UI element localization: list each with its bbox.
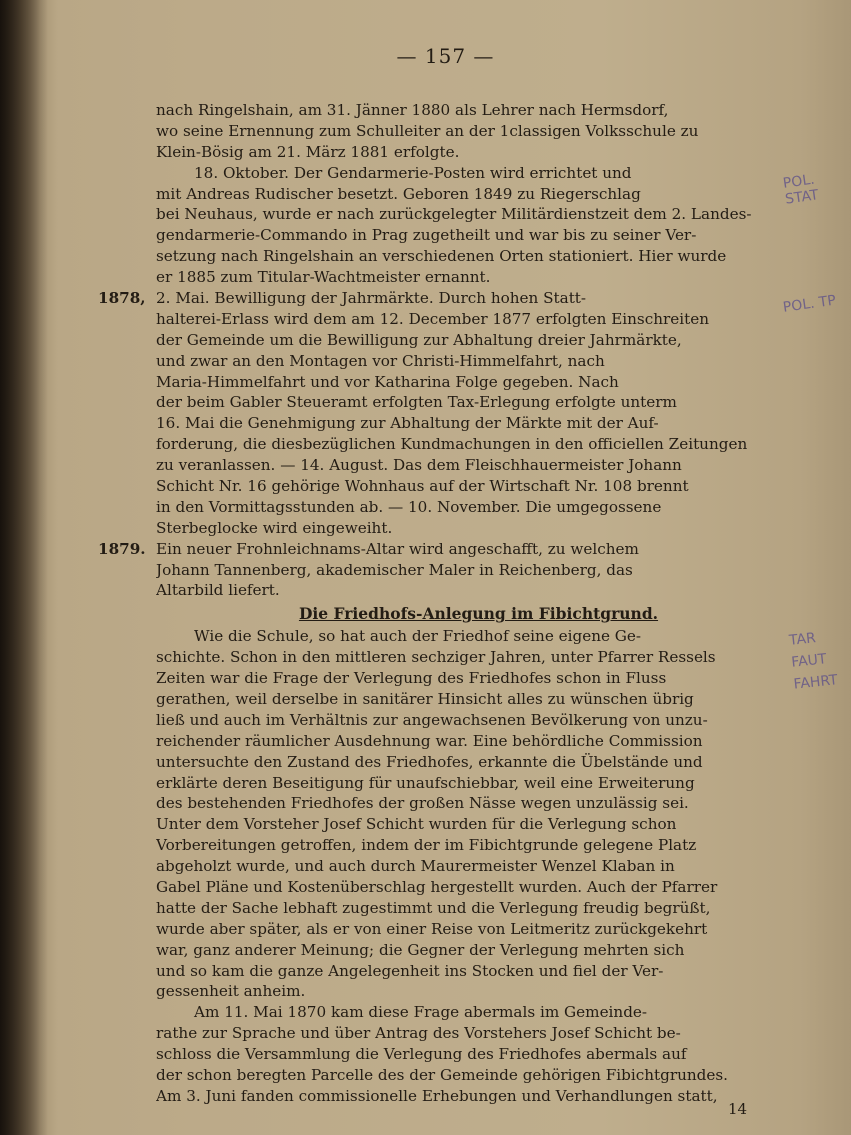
text-line: und so kam die ganze Angelegenheit ins Stocken und fiel der Ver- <box>156 961 664 980</box>
text-line: 2. Mai. Bewilligung der Jahrmärkte. Durch hohen Statt- <box>156 289 587 308</box>
text-line: zu veranlassen. — 14. August. Das dem Fleischhauermeister Johann <box>156 456 682 475</box>
margin-handwriting: POL. STAT <box>782 171 820 208</box>
signature-mark: 14 <box>728 1100 748 1118</box>
text-line: Vorbereitungen getroffen, indem der im Fibichtgrunde gelegene Platz <box>156 836 697 855</box>
text-line: Schicht Nr. 16 gehörige Wohnhaus auf der Wirtschaft Nr. 108 brennt <box>156 477 689 496</box>
text-line: nach Ringelshain, am 31. Jänner 1880 als Lehrer nach Hermsdorf, <box>156 101 669 119</box>
text-line: Am 3. Juni fanden commissionelle Erhebungen und Verhandlungen statt, <box>156 1086 718 1105</box>
text-line: des bestehenden Friedhofes der großen Nässe wegen unzulässig sei. <box>156 794 689 813</box>
text-line: Johann Tannenberg, akademischer Maler in Reichenberg, das <box>156 560 633 579</box>
text-line: Gabel Pläne und Kostenüberschlag hergestellt wurden. Auch der Pfarrer <box>156 877 718 896</box>
margin-handwriting: TAR FAUT FAHRT <box>788 630 839 693</box>
page-body-text <box>98 100 801 1107</box>
text-line: Klein-Bösig am 21. März 1881 erfolgte. <box>156 142 460 161</box>
text-line: erklärte deren Beseitigung für unaufschiebbar, weil eine Erweiterung <box>156 773 695 792</box>
text-line: Ein neuer Frohnleichnams-Altar wird angeschafft, zu welchem <box>156 539 639 558</box>
text-line: setzung nach Ringelshain an verschiedenen Orten stationiert. Hier wurde <box>156 247 727 266</box>
text-line: bei Neuhaus, wurde er nach zurückgelegter Militärdienstzeit dem 2. Landes- <box>156 205 752 224</box>
text-line: der beim Gabler Steueramt erfolgten Tax-Erlegung erfolgte unterm <box>156 393 677 412</box>
paragraph-1870-decision <box>156 1002 801 1106</box>
text-line: Sterbeglocke wird eingeweiht. <box>156 518 393 537</box>
text-line: gessenheit anheim. <box>156 982 306 1001</box>
text-line: rathe zur Sprache und über Antrag des Vorstehers Josef Schicht be- <box>156 1024 681 1043</box>
text-line: hatte der Sache lebhaft zugestimmt und die Verlegung freudig begrüßt, <box>156 898 711 917</box>
text-line: schichte. Schon in den mittleren sechziger Jahren, unter Pfarrer Ressels <box>156 648 716 667</box>
text-line: Zeiten war die Frage der Verlegung des Friedhofes schon in Fluss <box>156 669 667 688</box>
text-line: schloss die Versammlung die Verlegung des Friedhofes abermals auf <box>156 1045 687 1064</box>
text-line: Am 11. Mai 1870 kam diese Frage abermals im Gemeinde- <box>194 1003 648 1022</box>
paragraph-cemetery-history <box>156 626 801 1002</box>
text-line: untersuchte den Zustand des Friedhofes, erkannte die Übelstände und <box>156 752 703 771</box>
text-line: wo seine Ernennung zum Schulleiter an der 1classigen Volksschule zu <box>156 121 699 140</box>
section-heading: Die Friedhofs-Anlegung im Fibichtgrund. <box>298 604 659 624</box>
text-line: gendarmerie-Commando in Prag zugetheilt und war bis zu seiner Ver- <box>156 226 697 245</box>
paragraph-1879 <box>98 539 801 602</box>
paragraph-1878 <box>98 288 801 539</box>
text-line: reichender räumlicher Ausdehnung war. Eine behördliche Commission <box>156 731 703 750</box>
text-line: Altarbild liefert. <box>156 581 280 600</box>
text-line: 18. Oktober. Der Gendarmerie-Posten wird errichtet und <box>194 163 632 182</box>
text-line: der Gemeinde um die Bewilligung zur Abhaltung dreier Jahrmärkte, <box>156 330 682 349</box>
text-line: Wie die Schule, so hat auch der Friedhof seine eigene Ge- <box>194 627 642 646</box>
text-line: und zwar an den Montagen vor Christi-Himmelfahrt, nach <box>156 351 605 370</box>
text-line: war, ganz anderer Meinung; die Gegner der Verlegung mehrten sich <box>156 940 685 959</box>
text-line: abgeholzt wurde, und auch durch Maurermeister Wenzel Klaban in <box>156 857 675 876</box>
margin-handwriting: POL. TP <box>782 292 837 316</box>
text-line: mit Andreas Rudischer besetzt. Geboren 1849 zu Riegerschlag <box>156 184 641 203</box>
text-line: er 1885 zum Titular-Wachtmeister ernannt. <box>156 268 491 287</box>
text-line: 16. Mai die Genehmigung zur Abhaltung der Märkte mit der Auf- <box>156 414 659 433</box>
text-line: ließ und auch im Verhältnis zur angewachsenen Bevölkerung von unzu- <box>156 710 708 729</box>
paragraph-teacher-career <box>156 100 801 163</box>
text-line: in den Vormittagsstunden ab. — 10. November. Die umgegossene <box>156 497 662 516</box>
year-label-1879: 1879. <box>98 539 146 558</box>
text-line: Unter dem Vorsteher Josef Schicht wurden für die Verlegung schon <box>156 815 677 834</box>
page-number: — 157 — <box>396 44 495 68</box>
text-line: wurde aber später, als er von einer Reise von Leitmeritz zurückgekehrt <box>156 919 708 938</box>
printed-page <box>40 0 851 1135</box>
text-line: der schon beregten Parcelle des der Gemeinde gehörigen Fibichtgrundes. <box>156 1065 729 1084</box>
paragraph-gendarmerie <box>156 163 801 288</box>
text-line: Maria-Himmelfahrt und vor Katharina Folge gegeben. Nach <box>156 372 619 391</box>
text-line: halterei-Erlass wird dem am 12. December 1877 erfolgten Einschreiten <box>156 309 709 328</box>
text-line: gerathen, weil derselbe in sanitärer Hinsicht alles zu wünschen übrig <box>156 689 694 708</box>
text-line: forderung, die diesbezüglichen Kundmachungen in den officiellen Zeitungen <box>156 435 748 454</box>
year-label-1878: 1878, <box>98 289 146 308</box>
